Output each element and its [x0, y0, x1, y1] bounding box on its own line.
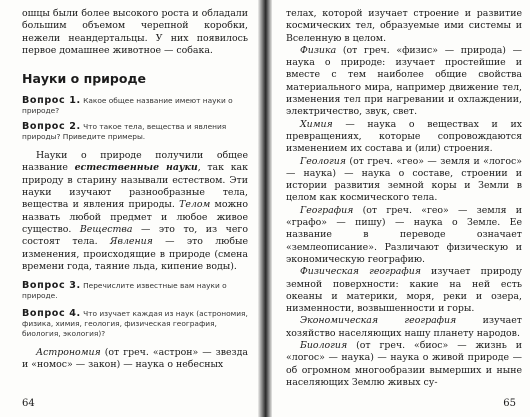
question-number: Вопрос 1. — [22, 95, 81, 107]
text-run: (от греч. «биос» — жизнь и «логос» — наука) — наука о живой природе — об огромном многообразии вымерших и ныне населяющих Землю живых су- — [286, 340, 522, 388]
term-biology: Биология — [300, 340, 348, 352]
biology-paragraph — [286, 340, 522, 389]
text-run: (от греч. «гео» — земля и «графо» — пишу) — наука о Земле. Ее название в переводе означает «землеописание». Различают физическую и экономическую географию. — [286, 204, 522, 265]
astronomy-paragraph — [22, 347, 248, 372]
question-number: Вопрос 3. — [22, 280, 81, 292]
left-top-paragraph: ошцы были более высокого роста и обладали большим объемом черепной коробки, нежели неандертальцы. У них появилось первое домашнее животное — собака. — [22, 8, 248, 56]
text-run: — это любые изменения, происходящие в природе (смена времени года, таяние льда, кипение воды). — [22, 236, 248, 272]
term-physics: Физика — [300, 44, 337, 56]
physical-geography-paragraph — [286, 266, 522, 315]
question-text: Что такое тела, вещества и явления природы? Приведите примеры. — [22, 122, 227, 142]
economic-geography-paragraph — [286, 315, 522, 340]
question-4 — [22, 309, 248, 339]
text-run: (от греч. «гео» — земля и «логос» — наука) — наука о составе, строении и истории развития земной коры и Земли в целом как космического тела. — [286, 155, 522, 204]
right-page — [272, 0, 530, 417]
question-number: Вопрос 2. — [22, 121, 81, 133]
text-run: — это то, из чего состоят тела. — [22, 223, 248, 248]
page-number-left: 64 — [22, 398, 35, 409]
term-phenomena: Явления — [109, 236, 153, 248]
term-substances: Вещества — [79, 223, 133, 235]
term-economic-geography: Экономическая география — [300, 315, 457, 327]
chemistry-paragraph — [286, 119, 522, 156]
term-physical-geography: Физическая география — [300, 266, 421, 278]
text-run: Науки о природе получили общее название — [22, 150, 248, 174]
question-2 — [22, 122, 248, 142]
question-text: Перечислите известные вам науки о природе. — [22, 281, 227, 301]
text-run: можно назвать любой предмет и любое живое существо. — [22, 199, 248, 235]
text-run: (от греч. «астрон» — звезда и «номос» — закон) — наука о небесных — [22, 347, 248, 371]
question-text: Какое общее название имеют науки о природе? — [22, 96, 233, 116]
book-gutter — [258, 0, 272, 417]
geology-paragraph — [286, 156, 522, 205]
term-natural-sciences: естественные науки — [74, 162, 198, 174]
left-main-paragraph — [22, 150, 248, 273]
physics-paragraph — [286, 45, 522, 119]
term-body: Телом — [179, 199, 211, 211]
term-geology: Геология — [300, 155, 346, 167]
term-geography: География — [300, 204, 354, 216]
text-run: — наука о веществах и их превращениях, которые сопровождаются изменением их состава и (или) строения. — [286, 118, 522, 155]
astronomy-continuation: телах, которой изучает строение и развитие космических тел, образуемые ими системы и Вселенную в целом. — [286, 8, 522, 44]
term-astronomy: Астрономия — [36, 347, 101, 359]
page-number-right: 65 — [503, 398, 516, 409]
question-1 — [22, 96, 248, 116]
text-run: изучает природу земной поверхности: какие на ней есть океаны и материки, моря, реки и озера, низменности, возвышенности и горы. — [286, 266, 522, 315]
question-3 — [22, 281, 248, 301]
question-number: Вопрос 4. — [22, 308, 81, 320]
left-page — [0, 0, 258, 417]
geography-paragraph — [286, 205, 522, 266]
term-chemistry: Химия — [300, 118, 333, 130]
section-title: Науки о природе — [22, 71, 147, 87]
question-text: Что изучает каждая из наук (астрономия, физика, химия, геология, физическая география, биология, экология)? — [22, 309, 248, 339]
text-run: (от греч. «физис» — природа) — наука о природе: изучает простейшие и вместе с тем наиболее общие свойства материального мира, например движение тел, изменения тел при нагревании и охлаждении, электричество, звук, свет. — [286, 44, 522, 118]
text-run: изучает хозяйство населяющих нашу планету народов. — [286, 315, 522, 339]
text-run: , так как природу в старину называли естеством. Эти науки изучают разнообразные тела, вещества и явления природы. — [22, 162, 249, 211]
